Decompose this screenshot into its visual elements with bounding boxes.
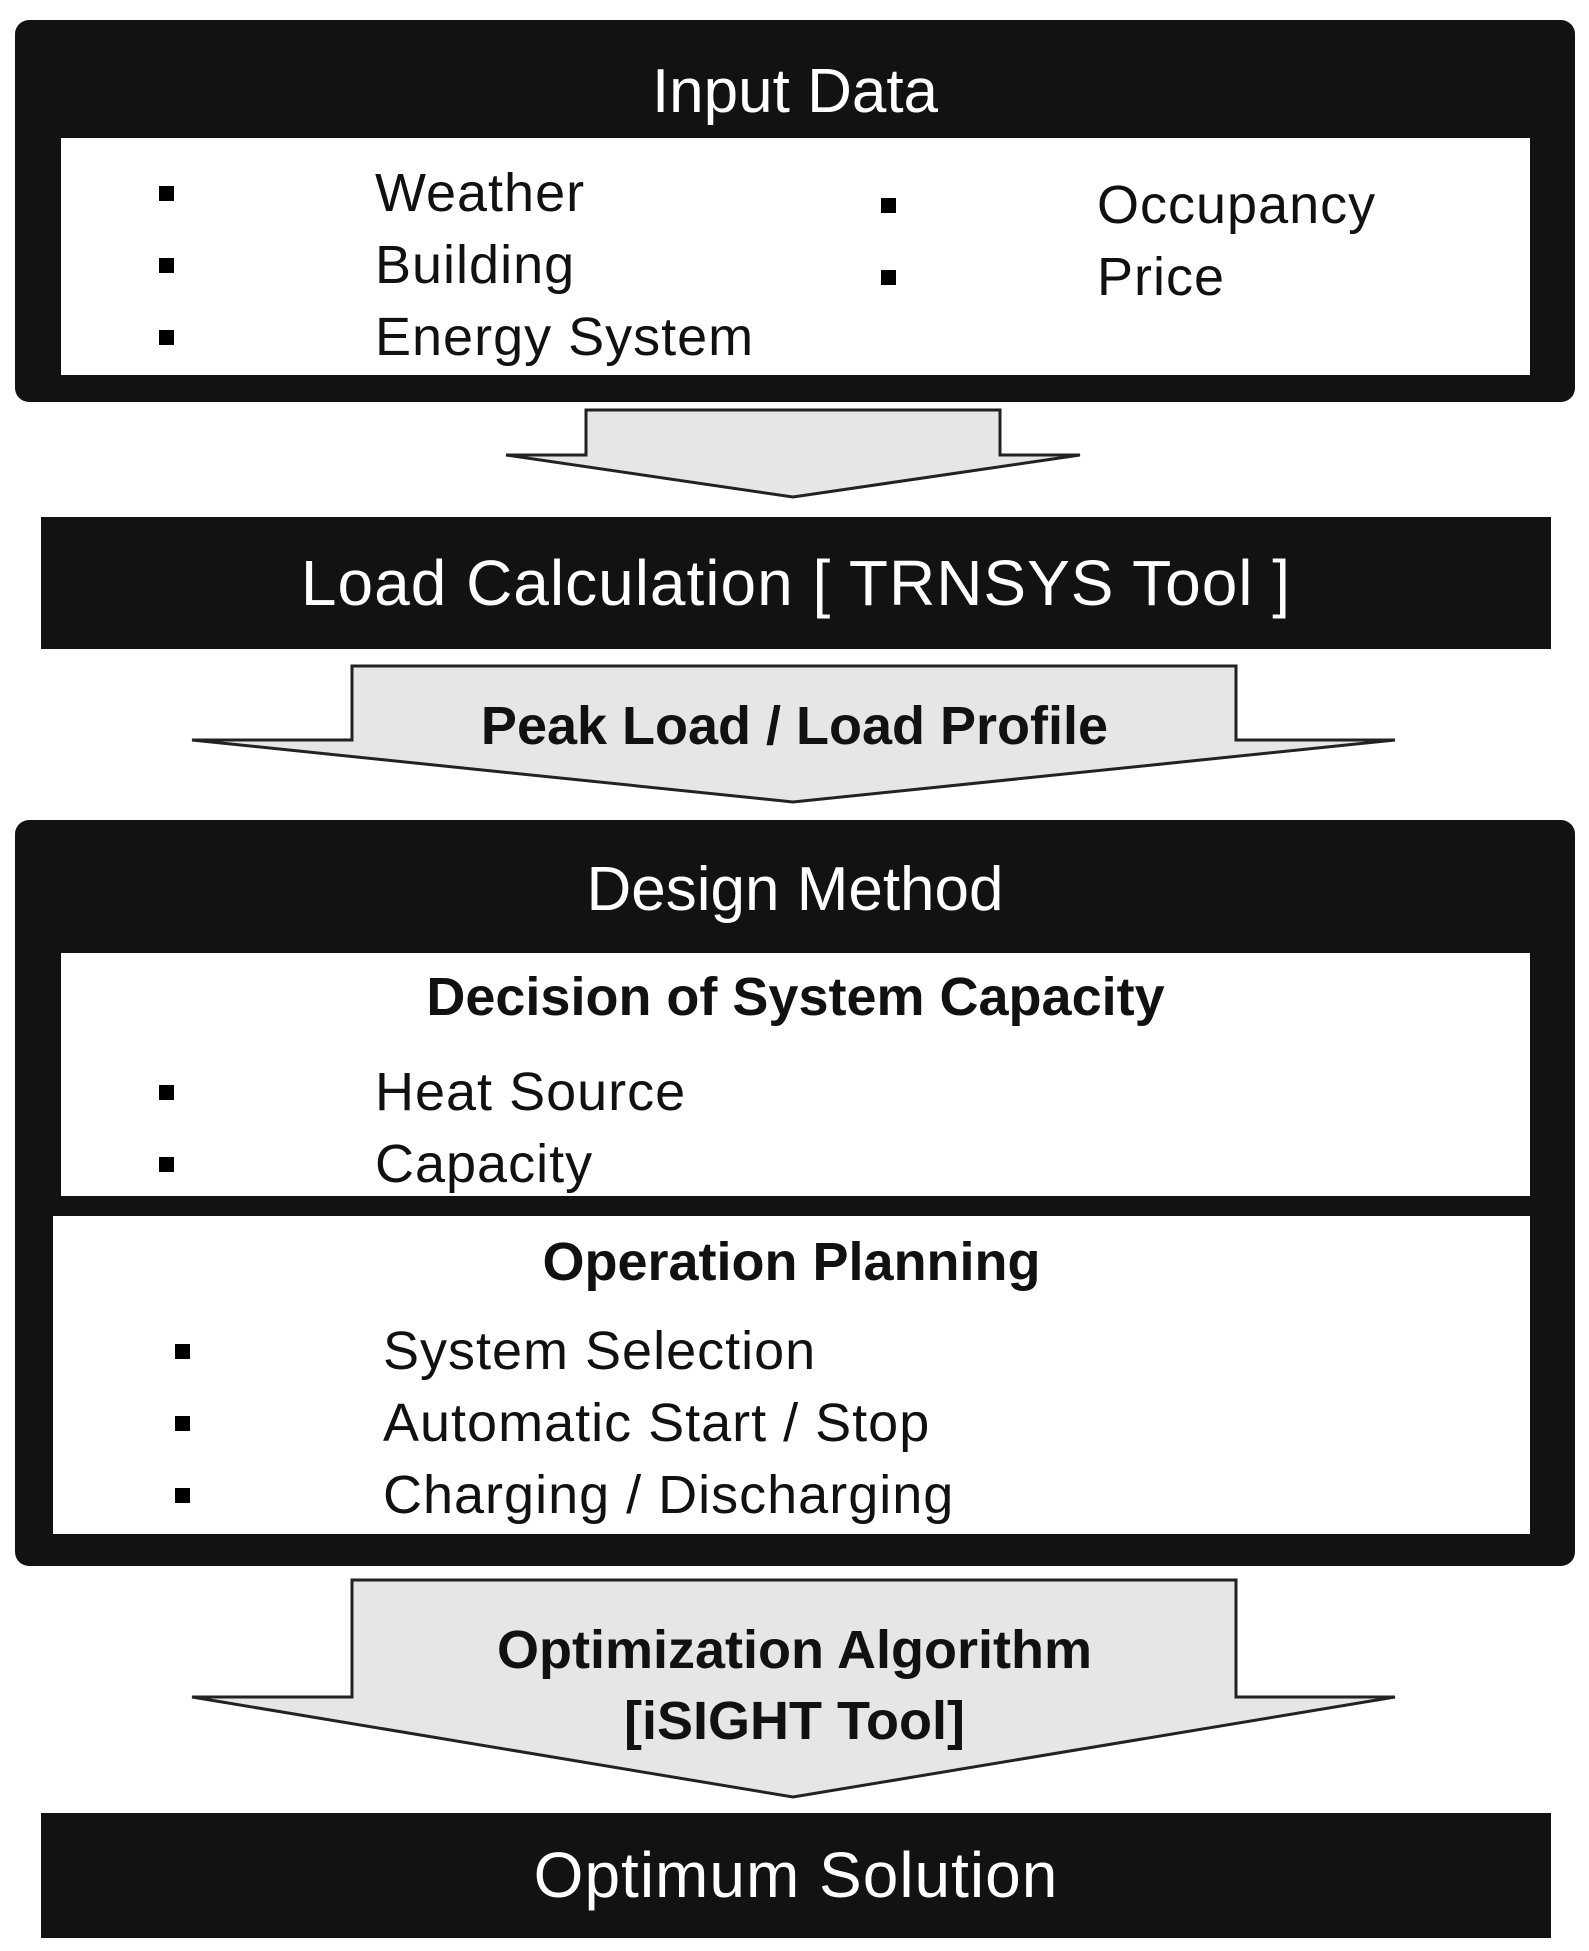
- bullet: [159, 1085, 174, 1100]
- load-calculation-title: Load Calculation [ TRNSYS Tool ]: [300, 547, 1292, 619]
- input-item-weather: Weather: [375, 163, 586, 223]
- arrow-label-optimization: Optimization Algorithm: [497, 1620, 1092, 1680]
- optimum-solution-title: Optimum Solution: [533, 1839, 1059, 1911]
- bullet: [175, 1344, 190, 1359]
- operation-item-start-stop: Automatic Start / Stop: [383, 1393, 931, 1453]
- bullet: [175, 1416, 190, 1431]
- input-data-panel: [61, 138, 1530, 375]
- decision-heading: Decision of System Capacity: [426, 967, 1165, 1027]
- arrow-input-to-load: [506, 410, 1080, 497]
- bullet: [159, 1157, 174, 1172]
- bullet: [881, 270, 896, 285]
- operation-item-charging: Charging / Discharging: [383, 1465, 955, 1525]
- input-item-energy-system: Energy System: [375, 307, 755, 367]
- input-item-occupancy: Occupancy: [1097, 175, 1377, 235]
- operation-panel: [53, 1216, 1530, 1534]
- arrow-label-isight: [iSIGHT Tool]: [624, 1691, 965, 1751]
- design-method-title: Design Method: [586, 855, 1004, 924]
- operation-item-system-selection: System Selection: [383, 1321, 817, 1381]
- input-item-building: Building: [375, 235, 576, 295]
- bullet: [159, 258, 174, 273]
- bullet: [159, 186, 174, 201]
- bullet: [159, 330, 174, 345]
- decision-panel: [61, 953, 1530, 1196]
- input-item-price: Price: [1097, 247, 1226, 307]
- design-method-block: [15, 820, 1575, 1566]
- operation-heading: Operation Planning: [542, 1232, 1041, 1292]
- input-data-title: Input Data: [651, 57, 939, 126]
- optimum-solution-block: [41, 1813, 1551, 1938]
- decision-item-heat-source: Heat Source: [375, 1062, 687, 1122]
- arrow-label-peak-load: Peak Load / Load Profile: [480, 696, 1109, 756]
- input-data-block: [15, 20, 1575, 402]
- bullet: [881, 198, 896, 213]
- decision-item-capacity: Capacity: [375, 1134, 594, 1194]
- bullet: [175, 1488, 190, 1503]
- load-calculation-block: [41, 517, 1551, 649]
